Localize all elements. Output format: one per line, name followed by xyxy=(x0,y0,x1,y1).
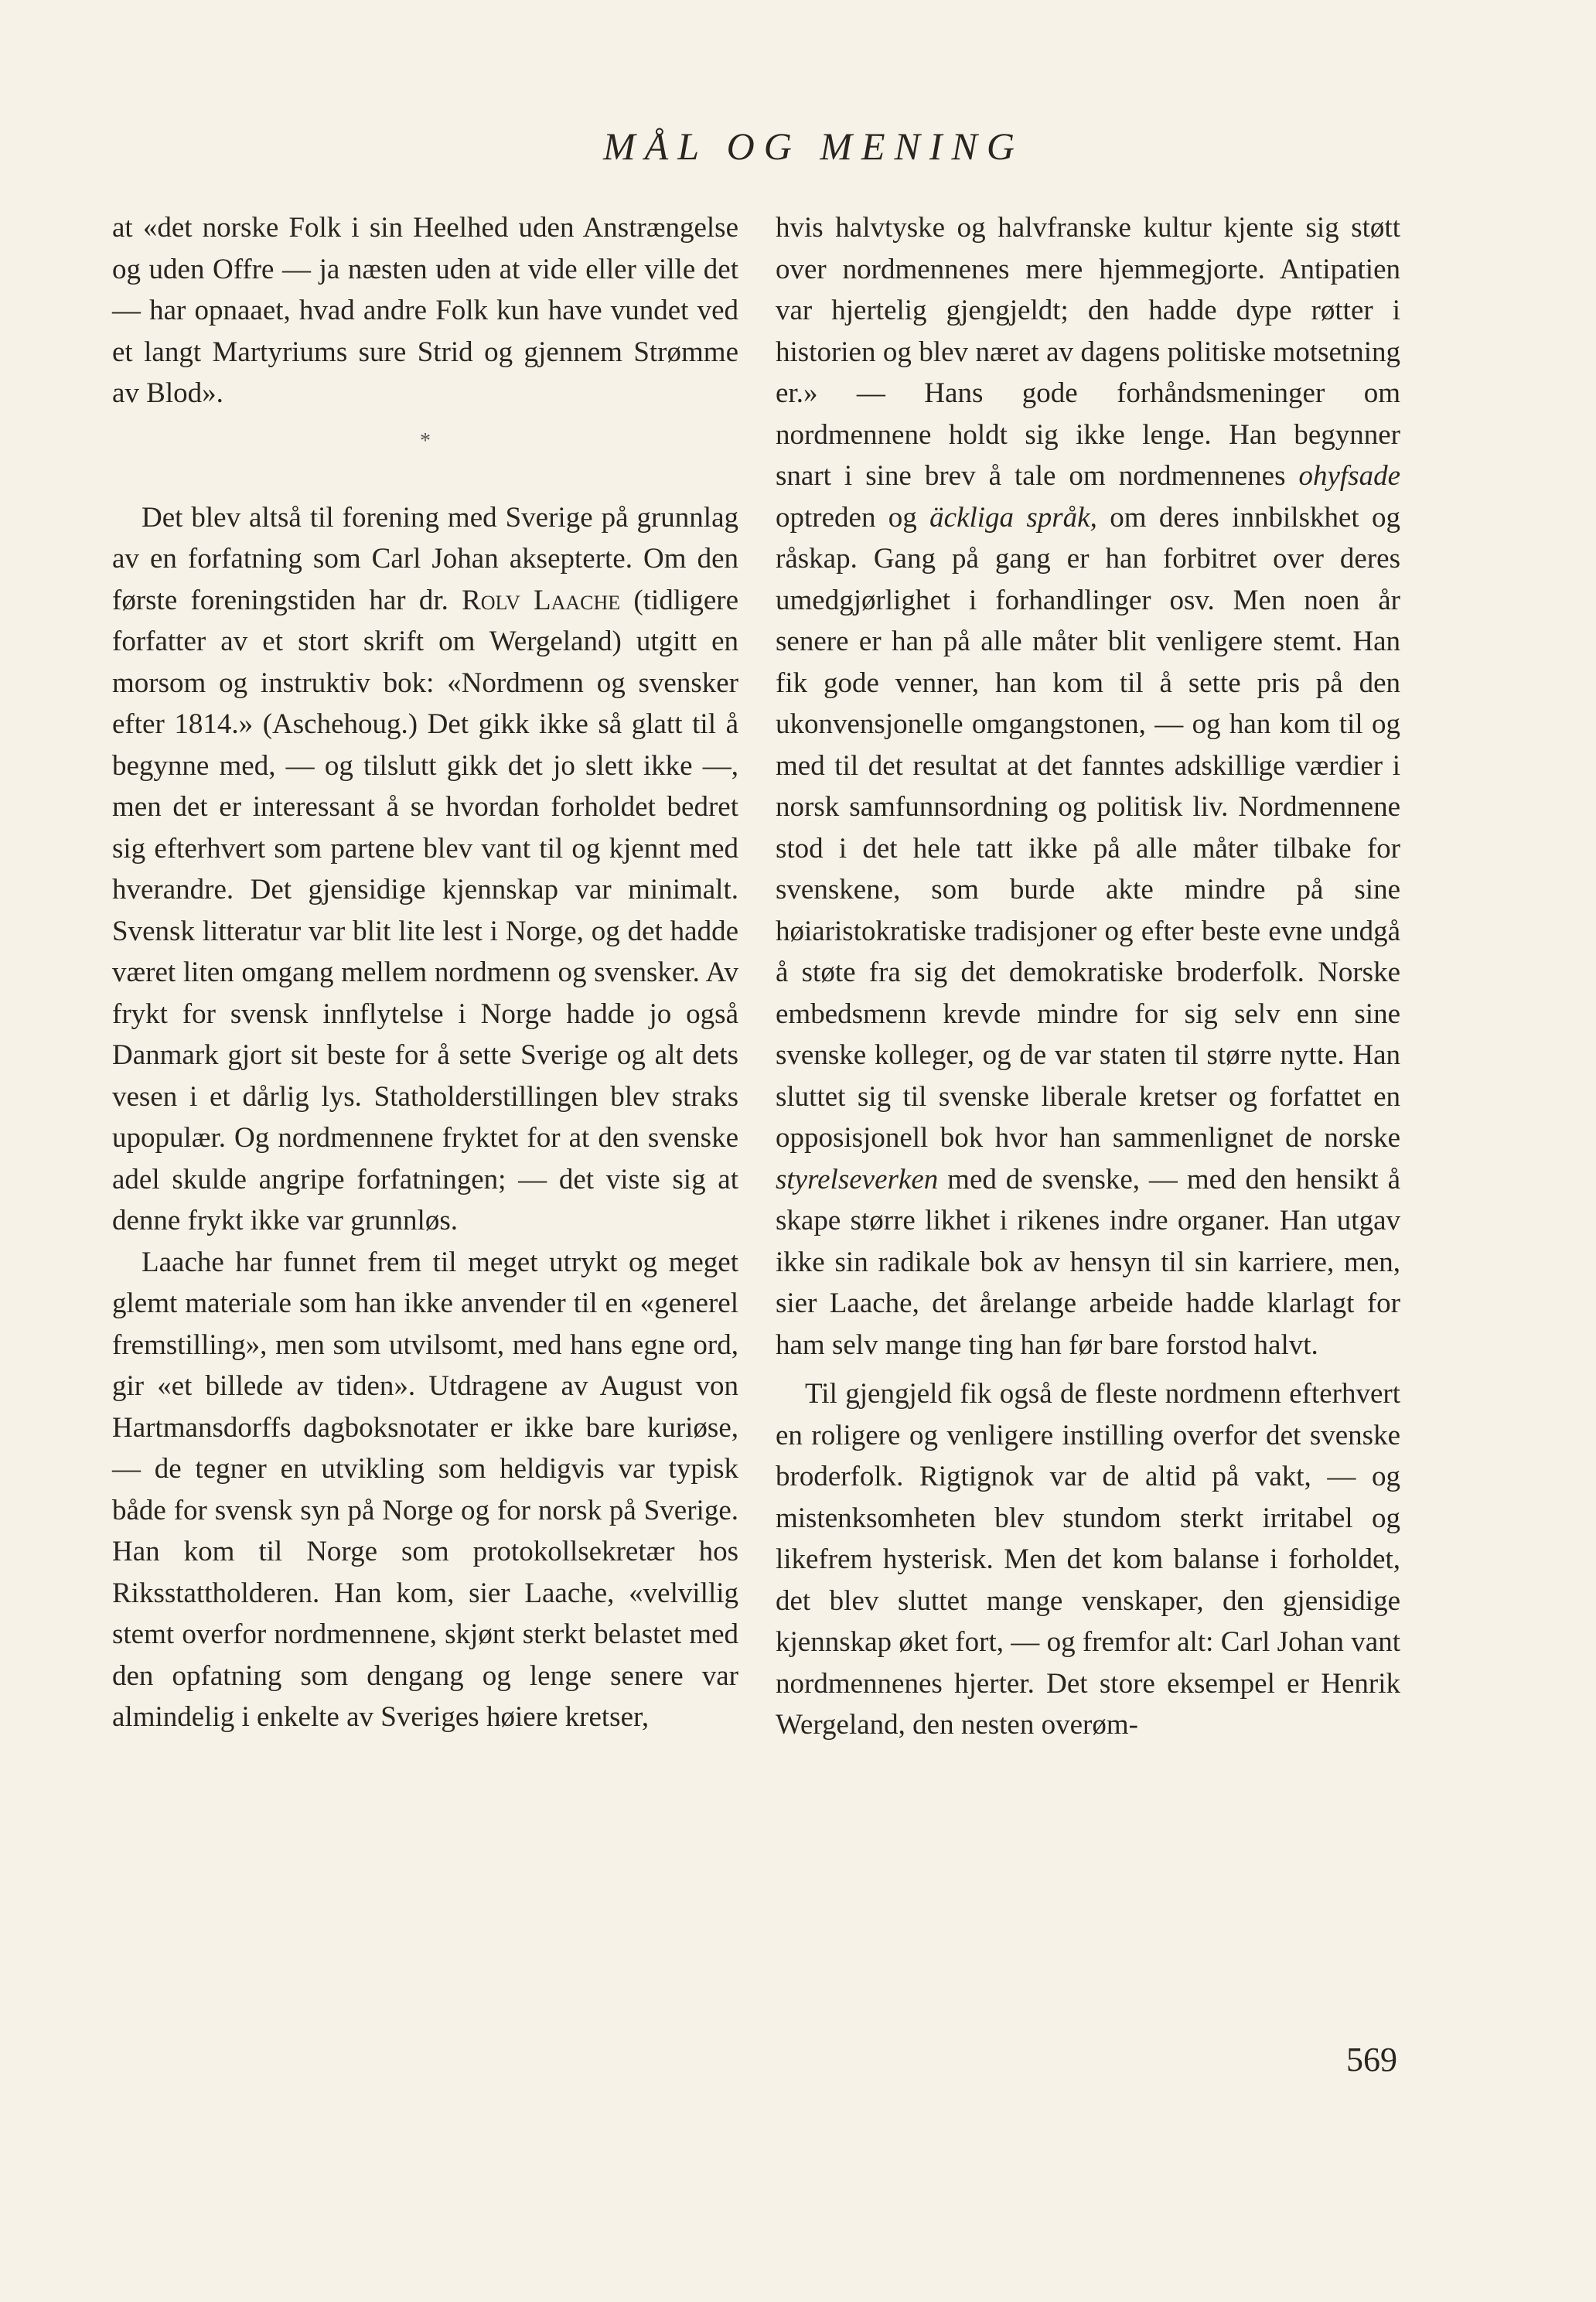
author-name: Rolv Laache xyxy=(462,584,621,616)
paragraph-norwegians: Til gjengjeld fik også de fleste nordmenn efterhvert en roligere og venligere instilling overfor det svenske broderfolk. Rigtignok var de altid på vakt, — og mistenksomheten blev stundom sterkt irritabel og likefrem hysterisk. Men det kom balanse i forholdet, det blev sluttet mange venskaper, den gjensidige kjennskap øket fort, — og fremfor alt: Carl Johan vant nordmennenes hjerter. Det store eksempel er Henrik Wergeland, den nesten overøm- xyxy=(776,1378,1400,1741)
italic-term: ohyfsade xyxy=(1298,460,1401,492)
section-separator: * xyxy=(420,428,431,453)
paragraph-union xyxy=(112,497,738,1242)
paragraph-hartmansdorff xyxy=(776,207,1400,1366)
paragraph-quote-end: at «det norske Folk i sin Heelhed uden Anstrængelse og uden Offre — ja næsten uden at vide eller ville det — har opnaaet, hvad andre Folk kun have vundet ved et langt Martyriums sure Strid og gjennem Strømme av Blod». xyxy=(112,212,738,409)
left-column xyxy=(112,207,738,1738)
paragraph-text: hvis halvtyske og halvfranske kultur kjente sig støtt over nordmennenes mere hjemmegjorte. Antipatien var hjertelig gjengjeldt; den hadde dype røtter i historien og blev næret av dagens politiske motsetning er.» — Hans gode forhåndsmeninger om nordmennene holdt sig ikke lenge. Han begynner snart i sine brev å tale om nordmennenes xyxy=(776,212,1400,492)
paragraph-text: med de svenske, — med den hensikt å skape større likhet i rikenes indre organer. Han utgav ikke sin radikale bok av hensyn til sin karriere, men, sier Laache, det årelange arbeide hadde klarlagt for ham selv mange ting han før bare forstod halvt. xyxy=(776,1163,1401,1361)
paragraph-text: (tidligere forfatter av et stort skrift om Wergeland) utgitt en morsom og instruktiv bok: «Nordmenn og svensker efter 1814.» (Aschehoug.) Det gikk ikke så glatt til å begynne med, — og tilslutt gikk det jo slett ikke —, men det er interessant å se hvordan forholdet bedret sig efterhvert som partene blev vant til og kjennt med hverandre. Det gjensidige kjennskap var minimalt. Svensk litteratur var blit lite lest i Norge, og det hadde været liten omgang mellem nordmenn og svensker. Av frykt for svensk innflytelse i Norge hadde jo også Danmark gjort sit beste for å sette Sverige og alt dets vesen i et dårlig lys. Statholderstillingen blev straks upopulær. Og nordmennene fryktet for at den svenske adel skulde angripe forfatningen; — det viste sig at denne frykt ikke var grunnløs. xyxy=(112,584,739,1236)
page-number: 569 xyxy=(1346,2041,1397,2079)
italic-term: äckliga språk, xyxy=(929,501,1097,534)
right-column xyxy=(776,207,1400,1746)
paragraph-laache: Laache har funnet frem til meget utrykt og meget glemt materiale som han ikke anvender til en «generel fremstilling», men som utvilsomt, med hans egne ord, gir «et billede av tiden». Utdragene av August von Hartmansdorffs dagboksnotater er ikke bare kuriøse, — de tegner en utvikling som heldigvis var typisk både for svensk syn på Norge og for norsk på Sverige. Han kom til Norge som protokollsekretær hos Riksstattholderen. Han kom, sier Laache, «velvillig stemt overfor nordmennene, skjønt sterkt belastet med den opfatning som dengang og lenge senere var almindelig i enkelte av Sveriges høiere kretser, xyxy=(112,1246,738,1733)
running-header: MÅL OG MENING xyxy=(603,124,1024,168)
paragraph-text: optreden og xyxy=(776,501,917,534)
italic-term: styrelseverken xyxy=(776,1163,939,1195)
paragraph-text: Det blev altså til forening med Sverige på grunnlag av en forfatning som Carl Johan aksepterte. Om den første foreningstiden har dr. xyxy=(112,501,738,616)
paragraph-text: om deres innbilskhet og råskap. Gang på gang er han forbitret over deres umedgjørlighet i forhandlinger osv. Men noen år senere er han på alle måter blit venligere stemt. Han fik gode venner, han kom til å sette pris på den ukonvensjonelle omgangstonen, — og han kom til og med til det resultat at det fanntes adskillige værdier i norsk samfunnsordning og politisk liv. Nordmennene stod i det hele tatt ikke på alle måter tilbake for svenskene, som burde akte mindre på sine høiaristokratiske tradisjoner og efter beste evne undgå å støte fra sig det demokratiske broderfolk. Norske embedsmenn krevde mindre for sig selv enn sine svenske kolleger, og de var staten til større nytte. Han sluttet sig til svenske liberale kretser og forfattet en opposisjonell bok hvor han sammenlignet de norske xyxy=(776,501,1401,1154)
